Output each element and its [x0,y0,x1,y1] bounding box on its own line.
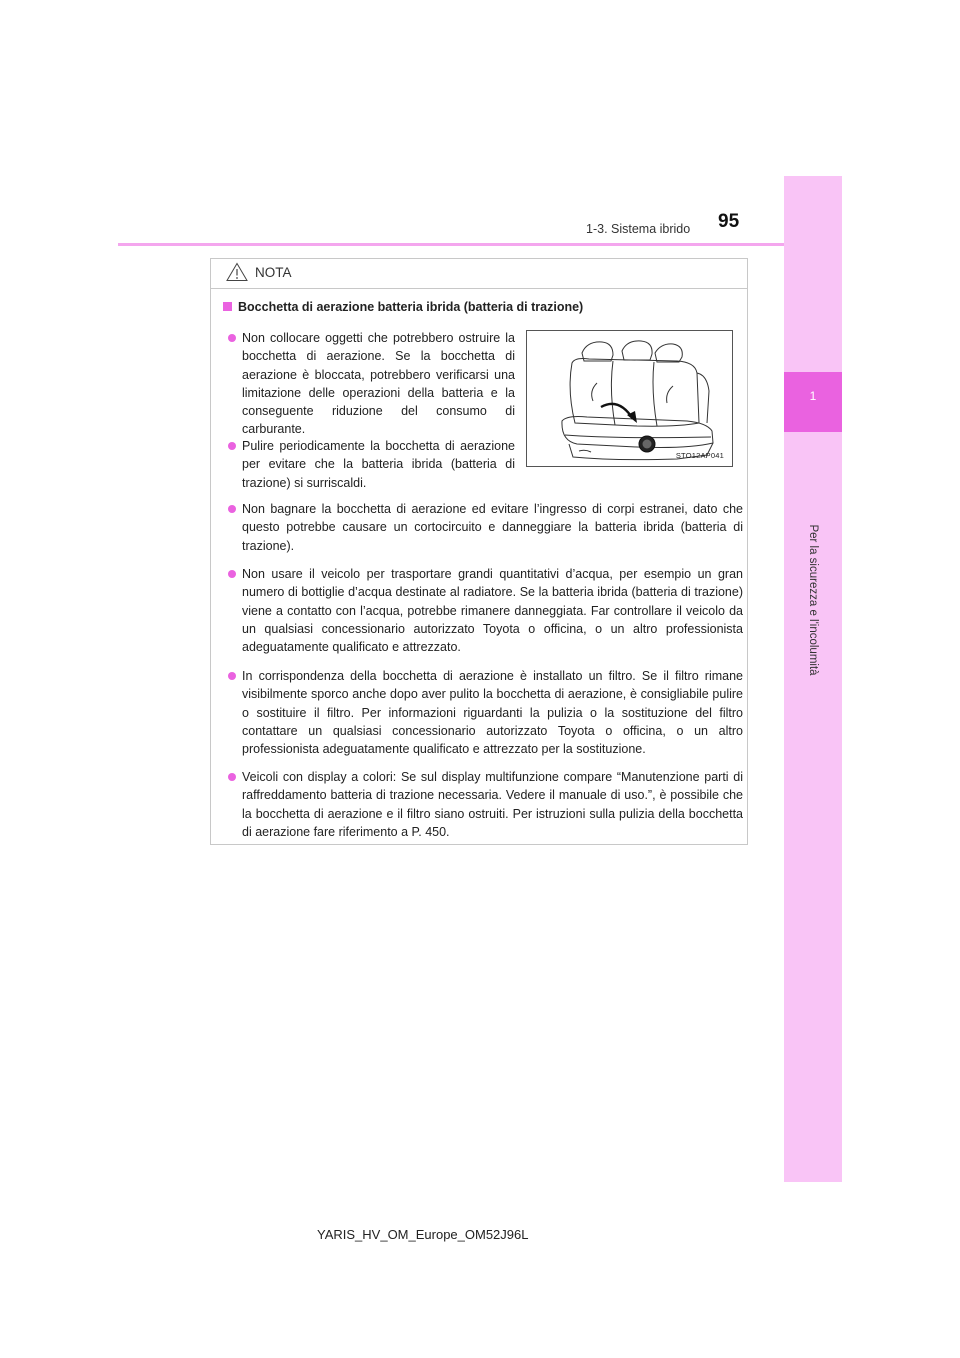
warning-triangle-icon [226,262,248,282]
square-bullet-icon [223,302,232,311]
footer-doc-code: YARIS_HV_OM_Europe_OM52J96L [317,1227,529,1242]
rear-seat-vent-illustration-icon [527,331,732,466]
list-item-text: Non usare il veicolo per trasportare grandi quantitativi d’acqua, per esempio un gran numero di bottiglie d’acqua destinate al radiatore. Se la batteria ibrida (batteria di trazione) viene a contatto con l’acqua, potrebbe rimanere danneggiata. Far controllare il veicolo da un qualsiasi concessionario autorizzato Toyota o officina, o un altro professionista adeguatamente qualificato e attrezzato. [242,567,743,655]
header-rule [118,243,784,246]
list-item [242,329,515,439]
list-item [242,437,515,492]
bullet-dot-icon [228,505,236,513]
rear-seat-illustration [526,330,733,467]
section-title: 1-3. Sistema ibrido [586,222,691,236]
page-number: 95 [718,211,740,232]
bullet-dot-icon [228,334,236,342]
bullet-dot-icon [228,672,236,680]
section-heading [223,300,583,314]
side-tab-label: Per la sicurezza e l'incolumità [807,524,819,676]
list-item-text: Pulire periodicamente la bocchetta di aerazione per evitare che la batteria ibrida (batteria di trazione) si surriscaldi. [242,439,515,490]
bullet-dot-icon [228,773,236,781]
bullet-dot-icon [228,570,236,578]
note-box [210,258,748,845]
side-tab-background [784,176,842,1182]
list-item-text: Non bagnare la bocchetta di aerazione ed evitare l’ingresso di corpi estranei, dato che questo potrebbe causare un cortocircuito e danneggiare la batteria ibrida (batteria di trazione). [242,502,743,553]
side-tab-number: 1 [809,389,817,403]
figure-code: STO12AP041 [675,451,724,460]
list-item-text: Veicoli con display a colori: Se sul display multifunzione compare “Manutenzione parti di raffreddamento batteria di trazione necessaria. Vedere il manuale di uso.”, è possibile che la bocchetta di aerazione e il filtro siano ostruiti. Per istruzioni sulla pulizia della bocchetta di aerazione fare riferimento a P. 450. [242,770,743,839]
bullet-dot-icon [228,442,236,450]
list-item [242,500,743,555]
list-item [242,768,743,841]
note-label: NOTA [255,265,292,280]
note-header [211,259,747,289]
list-item-text: Non collocare oggetti che potrebbero ostruire la bocchetta di aerazione. Se la bocchetta di aerazione è bloccata, potrebbero verificarsi una limitazione delle operazioni della batteria e la conseguente riduzione del consumo di carburante. [242,331,515,437]
list-item [242,565,743,656]
list-item-text: In corrispondenza della bocchetta di aerazione è installato un filtro. Se il filtro rimane visibilmente sporco anche dopo aver pulito la bocchetta di aerazione, è consigliabile pulire o sostituire il filtro. Per informazioni riguardanti la pulizia o la sostituzione del filtro contattare un qualsiasi concessionario autorizzato Toyota o officina, o un altro professionista adeguatamente qualificato e attrezzato per la sostituzione. [242,669,743,757]
section-heading-text: Bocchetta di aerazione batteria ibrida (batteria di trazione) [238,300,584,314]
list-item [242,667,743,758]
